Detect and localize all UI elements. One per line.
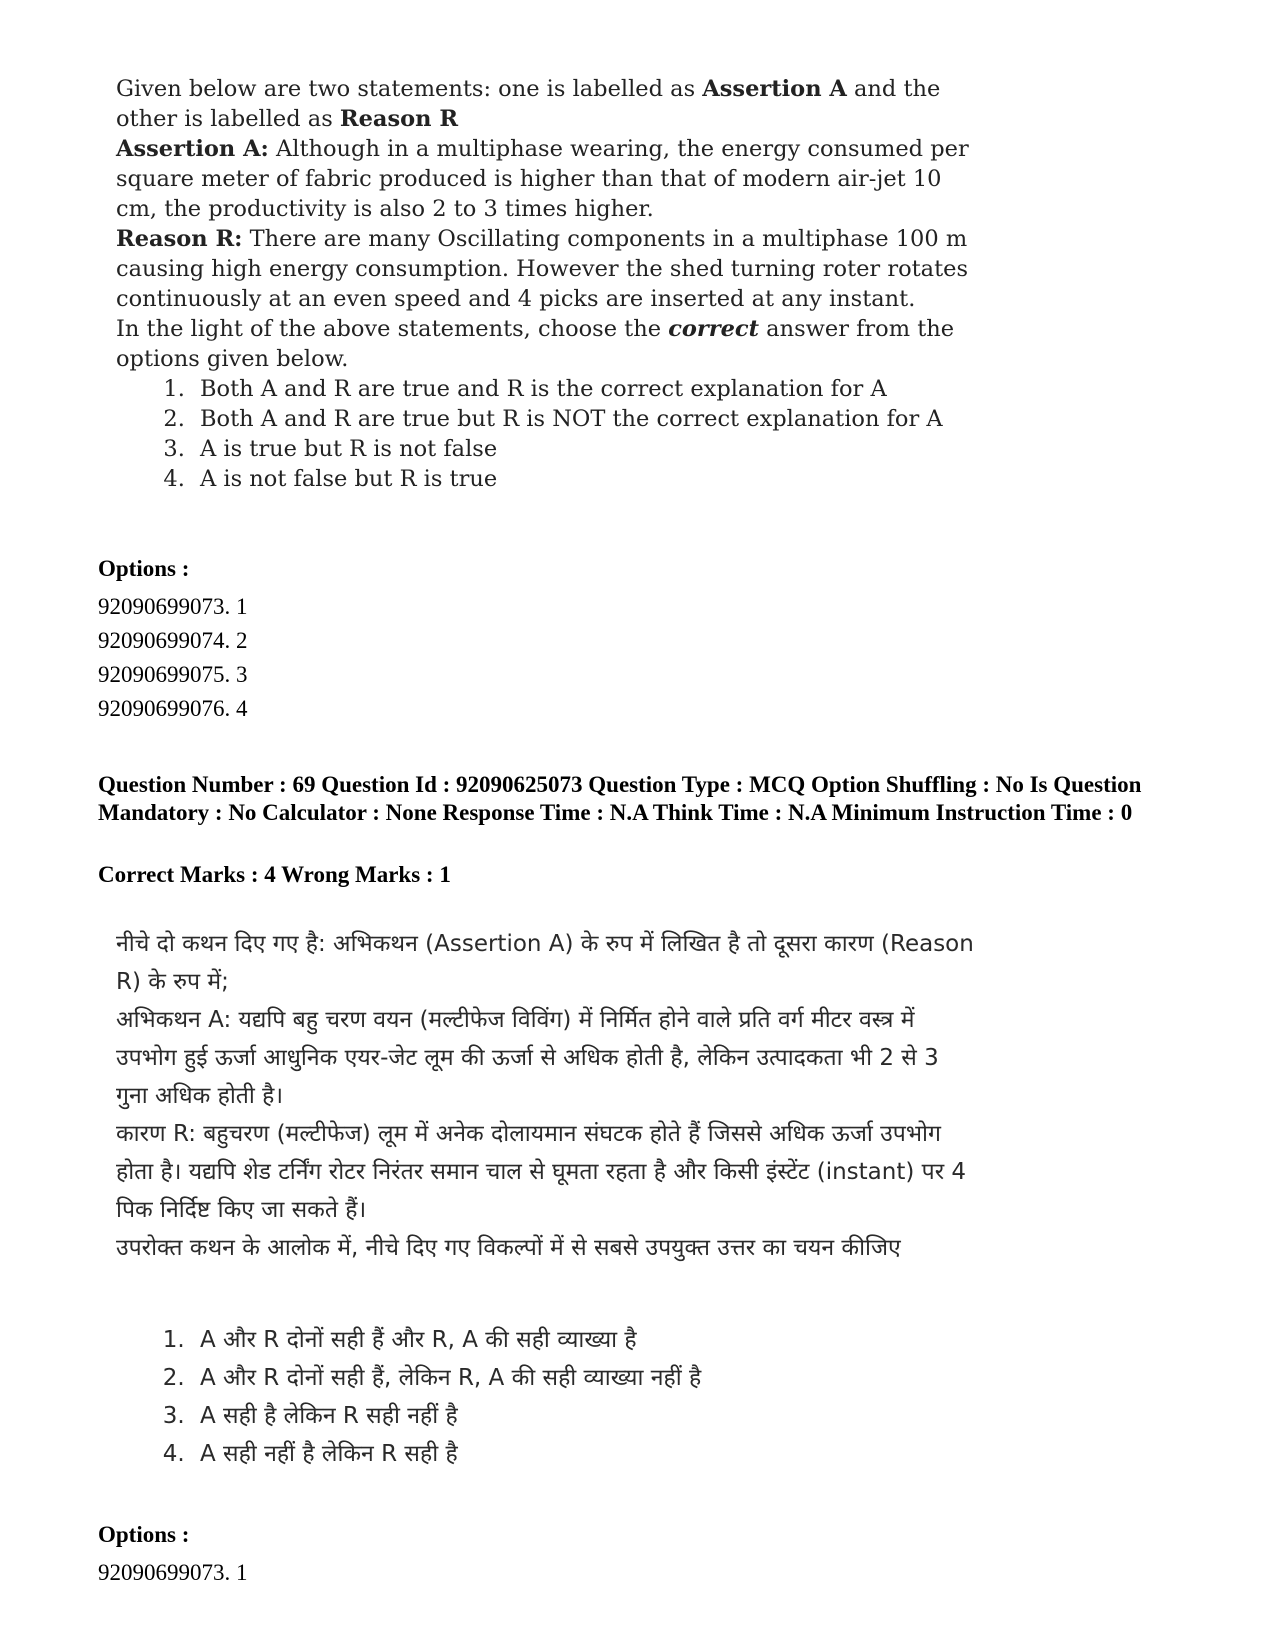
- instruction-text: [116, 314, 976, 374]
- choice-item: 3. A is true but R is not false: [192, 434, 976, 464]
- choice-item: 1. Both A and R are true and R is the correct explanation for A: [192, 374, 976, 404]
- intro-text: Given below are two statements: one is labelled as: [116, 76, 703, 102]
- choice-item: 2. Both A and R are true but R is NOT the correct explanation for A: [192, 404, 976, 434]
- hindi-choice-list: [116, 1321, 976, 1473]
- choice-item: 4. A is not false but R is true: [192, 464, 976, 494]
- assertion-text: Although in a multiphase wearing, the energy consumed per square meter of fabric produced is higher than that of modern air-jet 10 cm, the productivity is also 2 to 3 times higher.: [116, 136, 969, 222]
- option-list: [98, 1556, 248, 1590]
- options-heading: Options :: [98, 1522, 190, 1547]
- reason-label-inline: Reason R: [339, 106, 459, 132]
- hindi-choice-item: 3. A सही है लेकिन R सही नहीं है: [192, 1397, 976, 1435]
- hindi-reason: कारण R: बहुचरण (मल्टीफेज) लूम में अनेक दोलायमान संघटक होते हैं जिससे अधिक ऊर्जा उपभोग होता है। यद्यपि शेड टर्निंग रोटर निरंतर समान चाल से घूमता रहता है और किसी इंस्टेंट (instant) पर 4 पिक निर्दिष्ट किए जा सकते हैं।: [116, 1121, 967, 1223]
- instruction-pre: In the light of the above statements, choose the: [116, 316, 669, 342]
- reason-label: Reason R:: [116, 226, 243, 252]
- option-list: [98, 590, 248, 726]
- reason-text: There are many Oscillating components in a multiphase 100 m causing high energy consumption. However the shed turning roter rotates continuously at an even speed and 4 picks are inserted at any instant.: [116, 226, 969, 312]
- instruction-post: answer from the options given below.: [116, 316, 955, 372]
- option-item: 92090699073. 1: [98, 1560, 248, 1585]
- option-item: 92090699074. 2: [98, 628, 248, 653]
- hindi-choice-item: 2. A और R दोनों सही हैं, लेकिन R, A की सही व्याख्या नहीं है: [192, 1359, 976, 1397]
- option-item: 92090699075. 3: [98, 662, 248, 687]
- hindi-choice-item: 1. A और R दोनों सही हैं और R, A की सही व्याख्या है: [192, 1321, 976, 1359]
- intro-text-mid: and the other is labelled as: [116, 76, 941, 132]
- option-item: 92090699073. 1: [98, 594, 248, 619]
- instruction-emphasis: correct: [668, 316, 760, 342]
- option-item: 92090699076. 4: [98, 696, 248, 721]
- hindi-choice-item: 4. A सही नहीं है लेकिन R सही है: [192, 1435, 976, 1473]
- choice-list: [116, 374, 976, 494]
- hindi-instruction: उपरोक्त कथन के आलोक में, नीचे दिए गए विकल्पों में से सबसे उपयुक्त उत्तर का चयन कीजिए: [116, 1235, 901, 1261]
- assertion-label-inline: Assertion A: [702, 76, 847, 102]
- assertion-label: Assertion A:: [116, 136, 269, 162]
- assertion-statement: [116, 134, 976, 224]
- question-metadata: Question Number : 69 Question Id : 92090625073 Question Type : MCQ Option Shuffling : No Is Question Mandatory : No Calculator : None Response Time : N.A Think Time : N.A Minimum Instruction Time : 0: [98, 772, 1142, 825]
- hindi-intro: नीचे दो कथन दिए गए है: अभिकथन (Assertion A) के रुप में लिखित है तो दूसरा कारण (Reason R) के रुप में;: [116, 931, 974, 995]
- marks-info: Correct Marks : 4 Wrong Marks : 1: [98, 862, 451, 887]
- statement-intro: [116, 74, 976, 134]
- reason-statement: [116, 224, 976, 314]
- question-69-image: [116, 925, 976, 1473]
- hindi-assertion: अभिकथन A: यद्यपि बहु चरण वयन (मल्टीफेज विविंग) में निर्मित होने वाले प्रति वर्ग मीटर वस्त्र में उपभोग हुई ऊर्जा आधुनिक एयर-जेट लूम की ऊर्जा से अधिक होती है, लेकिन उत्पादकता भी 2 से 3 गुना अधिक होती है।: [116, 1007, 939, 1109]
- question-68-image: [116, 74, 976, 494]
- options-heading: Options :: [98, 556, 190, 581]
